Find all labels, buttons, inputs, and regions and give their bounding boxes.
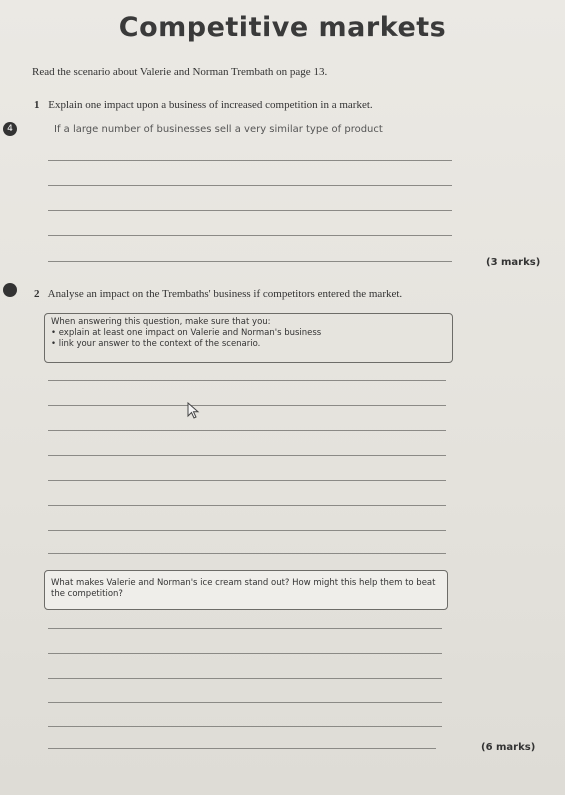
guidance-line: When answering this question, make sure that you: xyxy=(51,317,271,327)
answer-line[interactable] xyxy=(48,726,442,727)
answer-line[interactable] xyxy=(48,702,442,703)
answer-line[interactable] xyxy=(48,628,442,629)
question-2-marks: (6 marks) xyxy=(481,742,536,753)
answer-line[interactable] xyxy=(48,748,436,749)
answer-line[interactable] xyxy=(48,261,452,262)
mouse-cursor-icon xyxy=(187,402,201,420)
intro-text: Read the scenario about Valerie and Norman Trembath on page 13. xyxy=(32,66,328,78)
answer-line[interactable] xyxy=(48,210,452,211)
answer-line[interactable] xyxy=(48,553,446,554)
answer-line[interactable] xyxy=(48,185,452,186)
question-1-hint: If a large number of businesses sell a very similar type of product xyxy=(54,124,383,135)
question-2 xyxy=(34,288,402,300)
question-1-number: 1 xyxy=(34,99,40,111)
answer-line[interactable] xyxy=(48,405,446,406)
question-1 xyxy=(34,99,373,111)
question-2-number: 2 xyxy=(34,288,40,300)
question-1-marks: (3 marks) xyxy=(486,257,541,268)
prompt-box xyxy=(44,570,448,610)
answer-line[interactable] xyxy=(48,235,452,236)
answer-line[interactable] xyxy=(48,480,446,481)
question-1-text: Explain one impact upon a business of increased competition in a market. xyxy=(48,99,373,111)
guidance-line: • link your answer to the context of the scenario. xyxy=(51,339,261,349)
answer-line[interactable] xyxy=(48,678,442,679)
answer-line[interactable] xyxy=(48,653,442,654)
guidance-line: • explain at least one impact on Valerie and Norman's business xyxy=(51,328,322,338)
answer-line[interactable] xyxy=(48,455,446,456)
question-2-text: Analyse an impact on the Trembaths' business if competitors entered the market. xyxy=(47,288,403,300)
marker-badge: 4 xyxy=(3,122,17,136)
answer-line[interactable] xyxy=(48,430,446,431)
guidance-box-frame xyxy=(44,313,453,363)
page-title: Competitive markets xyxy=(118,12,447,43)
prompt-text: What makes Valerie and Norman's ice cream stand out? How might this help them to beat the competition? xyxy=(51,578,436,599)
answer-line[interactable] xyxy=(48,160,452,161)
answer-line[interactable] xyxy=(48,505,446,506)
answer-line[interactable] xyxy=(48,380,446,381)
answer-line[interactable] xyxy=(48,530,446,531)
marker-dot xyxy=(3,283,17,297)
